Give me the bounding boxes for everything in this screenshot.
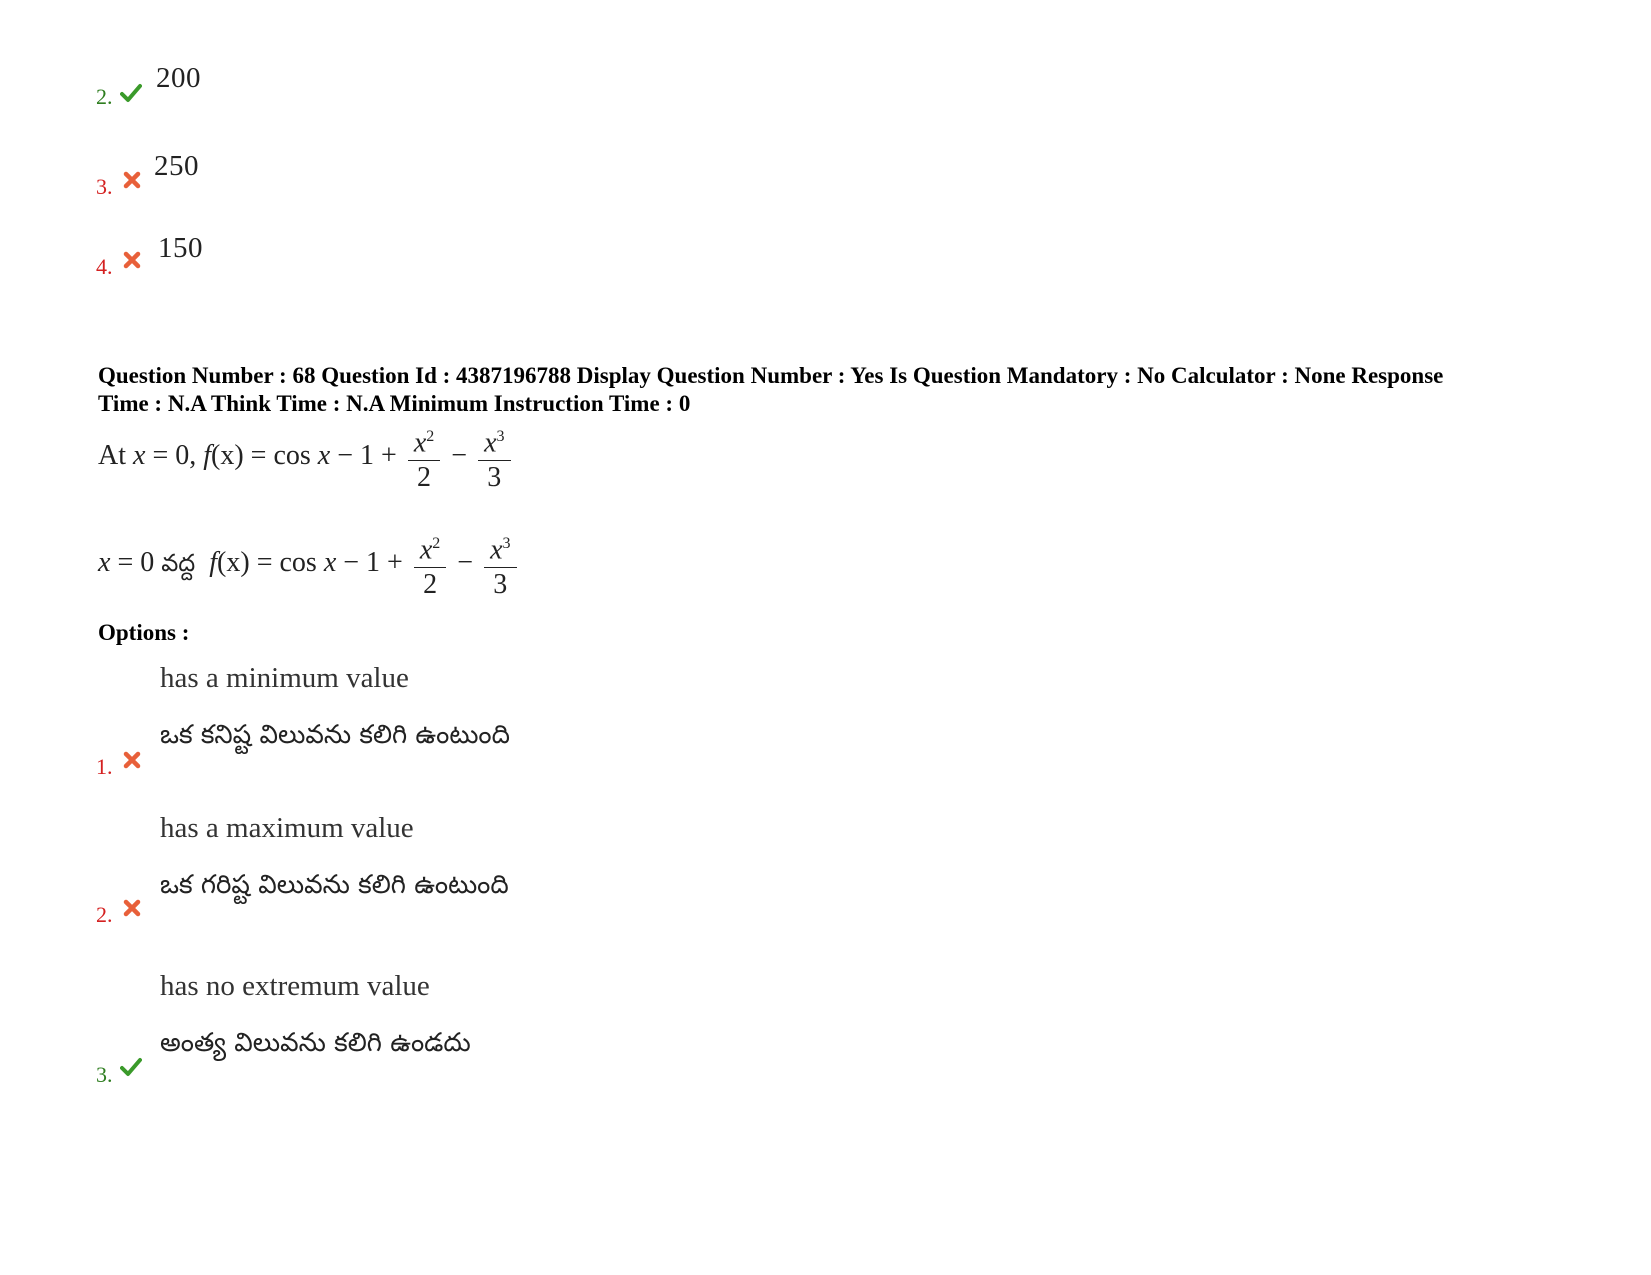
question-formula-english: At x = 0, f(x) = cos x − 1 + $\frac{x^2}{2}$ − $\frac{x^3}{3}$ (98, 420, 515, 495)
option-text-telugu: ఒక గరిష్ట విలువను కలిగి ఉంటుంది (160, 870, 509, 900)
option-value: 250 (154, 150, 199, 182)
option-number: 3. (96, 1062, 113, 1087)
option-text-english: has no extremum value (160, 970, 430, 1002)
option-value: 150 (158, 232, 203, 264)
option-text-telugu: అంత్య విలువను కలిగి ఉండదు (160, 1028, 471, 1058)
option-number: 1. (96, 754, 113, 779)
option-number: 4. (96, 254, 113, 279)
option-number: 2. (96, 902, 113, 927)
cross-icon (122, 250, 144, 272)
question-formula-telugu: x = 0 వద్ద f(x) = cos x − 1 + $\frac{x^2}{2}$ − $\frac{x^3}{3}$ (98, 527, 521, 602)
check-icon (120, 82, 142, 104)
options-label: Options : (98, 620, 190, 645)
option-text-telugu: ఒక కనిష్ట విలువను కలిగి ఉంటుంది (160, 720, 510, 750)
option-number: 3. (96, 174, 113, 199)
cross-icon (122, 898, 144, 920)
question-meta-line2: Time : N.A Think Time : N.A Minimum Instruction Time : 0 (98, 391, 691, 416)
option-text-english: has a minimum value (160, 662, 409, 694)
option-value: 200 (156, 62, 201, 94)
check-icon (120, 1056, 142, 1078)
option-number: 2. (96, 84, 113, 109)
question-meta-line1: Question Number : 68 Question Id : 4387196788 Display Question Number : Yes Is Question Mandatory : No Calculator : None Response (98, 363, 1444, 388)
cross-icon (122, 170, 144, 192)
question-metadata (98, 362, 1598, 418)
option-text-english: has a maximum value (160, 812, 414, 844)
cross-icon (122, 750, 144, 772)
